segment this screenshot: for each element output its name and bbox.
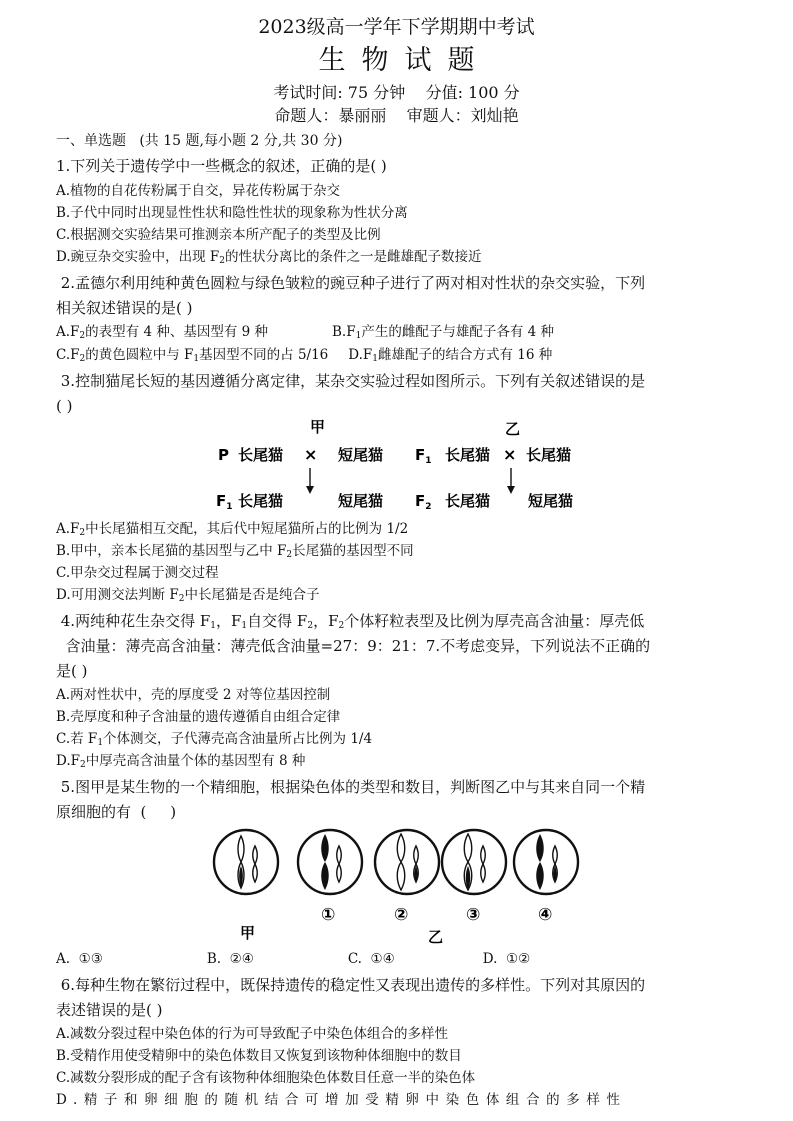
q1-option-a: A.植物的自花传粉属于自交，异花传粉属于杂交 <box>56 183 341 199</box>
q3-stem-line1: 3.控制猫尾长短的基因遵循分离定律，某杂交实验过程如图所示。下列有关叙述错误的是 <box>56 372 646 390</box>
label-cell-3: ③ <box>466 905 481 925</box>
yi-parent-long-2: 长尾猫 <box>526 446 572 464</box>
yi-parent-long-1: 长尾猫 <box>445 446 491 464</box>
jia-parent-short: 短尾猫 <box>338 446 384 464</box>
q2-option-c: $C.F_2$的黄色圆粒中与 $F_1$基因型不同的占 5/16 <box>56 347 329 364</box>
label-fig-jia: 甲 <box>240 924 256 942</box>
q6-option-c: C.减数分裂形成的配子含有该物种体细胞染色体数目任意一半的染色体 <box>56 1070 476 1086</box>
cell2-chromosome-large <box>397 834 405 890</box>
q5-stem-line1: 5.图甲是某生物的一个精细胞，根据染色体的类型和数目，判断图乙中与其来自同一个精 <box>56 778 646 796</box>
q1-option-d: D.豌豆杂交实验中，出现 $F_2$的性状分离比的条件之一是雌雄配子数接近 <box>56 249 482 266</box>
yi-offspring-long: 长尾猫 <box>445 492 491 510</box>
jia-offspring-short: 短尾猫 <box>338 492 384 510</box>
jia-parent-long: 长尾猫 <box>238 446 284 464</box>
q3-stem-line2: ( ) <box>56 397 73 415</box>
q1-stem: 1.下列关于遗传学中一些概念的叙述，正确的是( ) <box>56 157 387 175</box>
section-heading: 一、单选题 (共 15 题,每小题 2 分,共 30 分) <box>56 133 343 149</box>
exam-title: 2023级高一学年下学期期中考试 <box>258 16 535 38</box>
jia-offspring-long: 长尾猫 <box>238 492 284 510</box>
q3-option-b: B.甲中，亲本长尾猫的基因型与乙中 $F_2$长尾猫的基因型不同 <box>56 543 414 560</box>
q2-options-ab <box>56 322 746 342</box>
yi-offspring-short: 短尾猫 <box>528 492 574 510</box>
yi-arrow-head <box>507 486 515 494</box>
authors-line: 命题人：暴丽丽 审题人：刘灿艳 <box>274 106 519 125</box>
q4-stem-line3: 是( ) <box>56 662 88 680</box>
q6-stem-line2: 表述错误的是( ) <box>56 1001 163 1019</box>
q2-options-cd <box>56 345 746 365</box>
cell-2 <box>375 830 439 894</box>
q2-option-a: $A.F_2$的表型有 4 种、基因型有 9 种 <box>56 324 268 341</box>
generation-p: P <box>218 446 229 464</box>
cell1-chromosome-large <box>321 834 329 890</box>
jia-arrow-head <box>306 486 314 494</box>
q4-option-d: $D.F_2$中厚壳高含油量个体的基因型有 8 种 <box>56 753 306 770</box>
q5-option-b: B. ②④ <box>206 951 254 967</box>
cell3-chromosome-small <box>481 846 486 882</box>
cat-cross-diagram <box>200 412 600 518</box>
jia-generation-f1: $F_1$ <box>216 492 233 512</box>
q3-option-c: C.甲杂交过程属于测交过程 <box>56 565 219 581</box>
q6-stem-line1: 6.每种生物在繁衍过程中，既保持遗传的稳定性又表现出遗传的多样性。下列对其原因的 <box>56 976 646 994</box>
q1-option-b: B.子代中同时出现显性性状和隐性性状的现象称为性状分离 <box>56 205 408 221</box>
q2-option-b: $B.F_1$产生的雌配子与雄配子各有 4 种 <box>332 324 554 341</box>
label-jia: 甲 <box>310 418 326 436</box>
q1-option-c: C.根据测交实验结果可推测亲本所产配子的类型及比例 <box>56 227 381 243</box>
q2-option-d: $D.F_1$雌雄配子的结合方式有 16 种 <box>348 347 553 364</box>
q3-option-a: $A.F_2$中长尾猫相互交配，其后代中短尾猫所占的比例为 1/2 <box>56 521 409 538</box>
q3-option-d: D.可用测交法判断 $F_2$中长尾猫是否是纯合子 <box>56 587 320 604</box>
q5-stem-line2: 原细胞的有 ( ) <box>56 803 177 821</box>
q4-option-c: C.若 $F_1$个体测交，子代薄壳高含油量所占比例为 1/4 <box>56 731 373 748</box>
label-yi: 乙 <box>505 420 521 438</box>
cell-3 <box>442 830 506 894</box>
q5-option-a: A. ①③ <box>56 951 103 967</box>
cell-1 <box>298 830 362 894</box>
label-cell-1: ① <box>321 905 336 925</box>
q4-stem-line1: 4.两纯种花生杂交得 $F_1$，$F_1$自交得 $F_2$，$F_2$个体籽粒表型及比例为厚壳高含油量：厚壳低 <box>56 612 645 631</box>
q5-option-c: C. ①④ <box>347 951 395 967</box>
cell4-chromosome-large <box>536 834 544 890</box>
cell-4 <box>514 830 578 894</box>
q4-option-b: B.壳厚度和种子含油量的遗传遵循自由组合定律 <box>56 709 341 725</box>
time-and-score: 考试时间: 75 分钟 分值: 100 分 <box>273 83 520 102</box>
q6-option-d: D.精子和卵细胞的随机结合可增加受精卵中染色体组合的多样性 <box>56 1092 627 1108</box>
label-cell-4: ④ <box>538 905 553 925</box>
q4-option-a: A.两对性状中，壳的厚度受 2 对等位基因控制 <box>56 687 331 703</box>
q5-options <box>56 949 746 969</box>
q2-stem-line2: 相关叙述错误的是( ) <box>56 299 193 317</box>
cell1-chromosome-small <box>337 846 342 882</box>
jia-chromosome-small <box>253 846 258 882</box>
jia-cross-sign: × <box>304 445 318 464</box>
yi-generation-f1: $F_1$ <box>415 446 432 466</box>
q4-stem-line2: 含油量：薄壳高含油量：薄壳低含油量=27：9：21：7.不考虑变异，下列说法不正确的 <box>56 637 651 655</box>
label-cell-2: ② <box>394 905 409 925</box>
q5-option-d: D. ①② <box>482 951 531 967</box>
chromosome-diagram <box>210 826 590 946</box>
yi-generation-f2: $F_2$ <box>415 492 432 512</box>
q2-stem-line1: 2.孟德尔利用纯种黄色圆粒与绿色皱粒的豌豆种子进行了两对相对性状的杂交实验，下列 <box>56 274 646 292</box>
yi-cross-sign: × <box>503 445 517 464</box>
label-fig-yi: 乙 <box>428 928 444 946</box>
subject-title: 生物试题 <box>318 45 491 76</box>
q6-option-b: B.受精作用使受精卵中的染色体数目又恢复到该物种体细胞中的数目 <box>56 1048 462 1064</box>
q6-option-a: A.减数分裂过程中染色体的行为可导致配子中染色体组合的多样性 <box>56 1026 449 1042</box>
cell-jia <box>214 830 278 894</box>
